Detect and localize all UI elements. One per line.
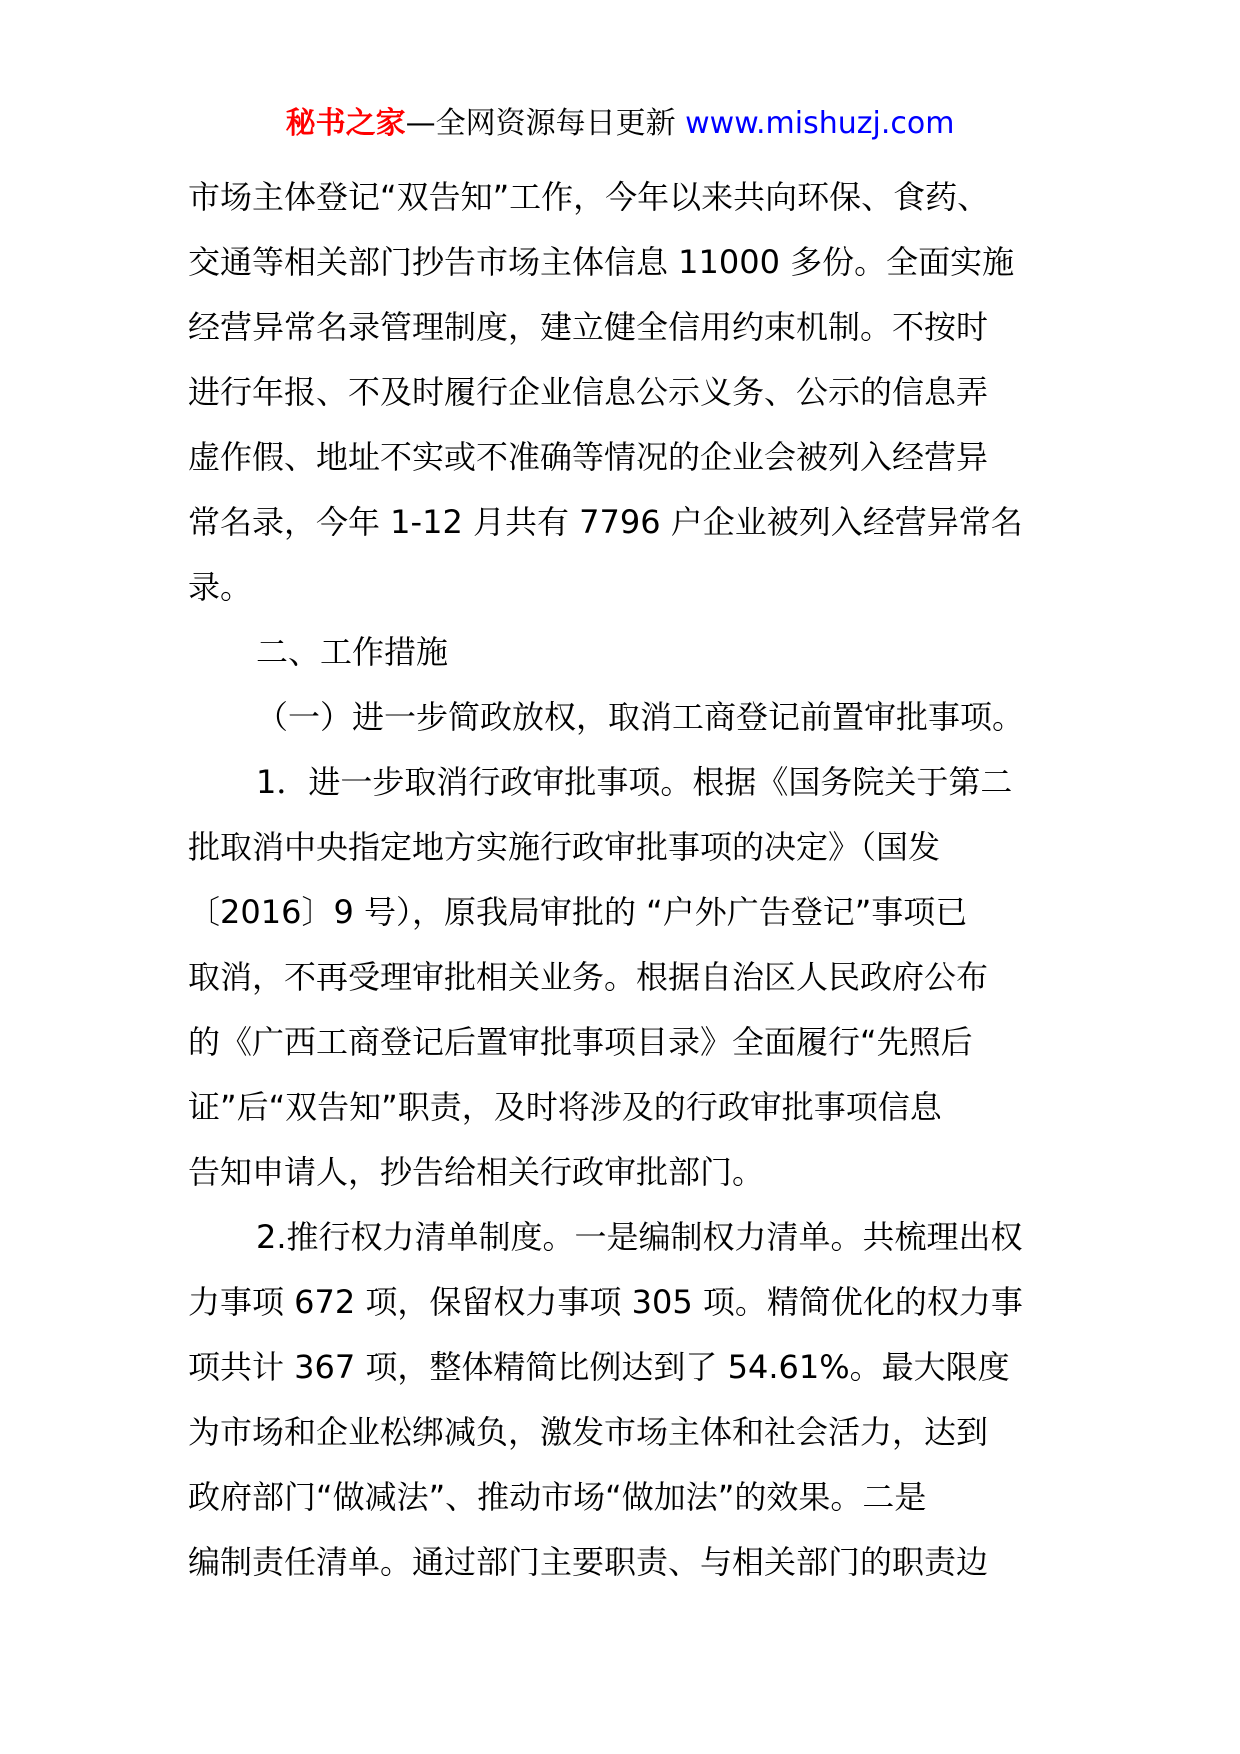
text-line: 进行年报、不及时履行企业信息公示义务、公示的信息弄 (188, 373, 989, 411)
text-line: 批取消中央指定地方实施行政审批事项的决定》（国发 (188, 828, 941, 866)
text-line: 证”后“双告知”职责，及时将涉及的行政审批事项信息 (188, 1088, 942, 1126)
text-line: 〔2016〕9 号），原我局审批的 “户外广告登记”事项已 (188, 893, 968, 931)
header-tagline: —全网资源每日更新 (405, 106, 686, 141)
text-line: 编制责任清单。通过部门主要职责、与相关部门的职责边 (188, 1543, 989, 1581)
text-line: 常名录，今年 1-12 月共有 7796 户企业被列入经营异常名 (188, 503, 1023, 541)
text-line: 1．进一步取消行政审批事项。根据《国务院关于第二 (256, 763, 1013, 801)
text-line: 的《广西工商登记后置审批事项目录》全面履行“先照后 (188, 1023, 973, 1061)
text-line: 录。 (188, 568, 253, 606)
text-line: 2.推行权力清单制度。一是编制权力清单。共梳理出权 (256, 1218, 1023, 1256)
text-line: 政府部门“做减法”、推动市场“做加法”的效果。二是 (188, 1478, 927, 1516)
text-line: （一）进一步简政放权，取消工商登记前置审批事项。 (256, 698, 1025, 736)
text-line: 虚作假、地址不实或不准确等情况的企业会被列入经营异 (188, 438, 989, 476)
site-header (0, 104, 1240, 144)
text-line: 二、工作措施 (256, 633, 449, 671)
text-line: 市场主体登记“双告知”工作，今年以来共向环保、食药、 (188, 178, 990, 216)
text-line: 力事项 672 项，保留权力事项 305 项。精简优化的权力事 (188, 1283, 1023, 1321)
site-url-link[interactable]: www.mishuzj.com (685, 106, 955, 141)
text-line: 为市场和企业松绑减负，激发市场主体和社会活力，达到 (188, 1413, 989, 1451)
text-line: 项共计 367 项，整体精简比例达到了 54.61%。最大限度 (188, 1348, 1010, 1386)
document-body (188, 165, 1068, 1595)
text-line: 经营异常名录管理制度，建立健全信用约束机制。不按时 (188, 308, 989, 346)
text-line: 取消，不再受理审批相关业务。根据自治区人民政府公布 (188, 958, 989, 996)
brand-name: 秘书之家 (285, 106, 406, 141)
text-line: 告知申请人，抄告给相关行政审批部门。 (188, 1153, 765, 1191)
text-line: 交通等相关部门抄告市场主体信息 11000 多份。全面实施 (188, 243, 1015, 281)
